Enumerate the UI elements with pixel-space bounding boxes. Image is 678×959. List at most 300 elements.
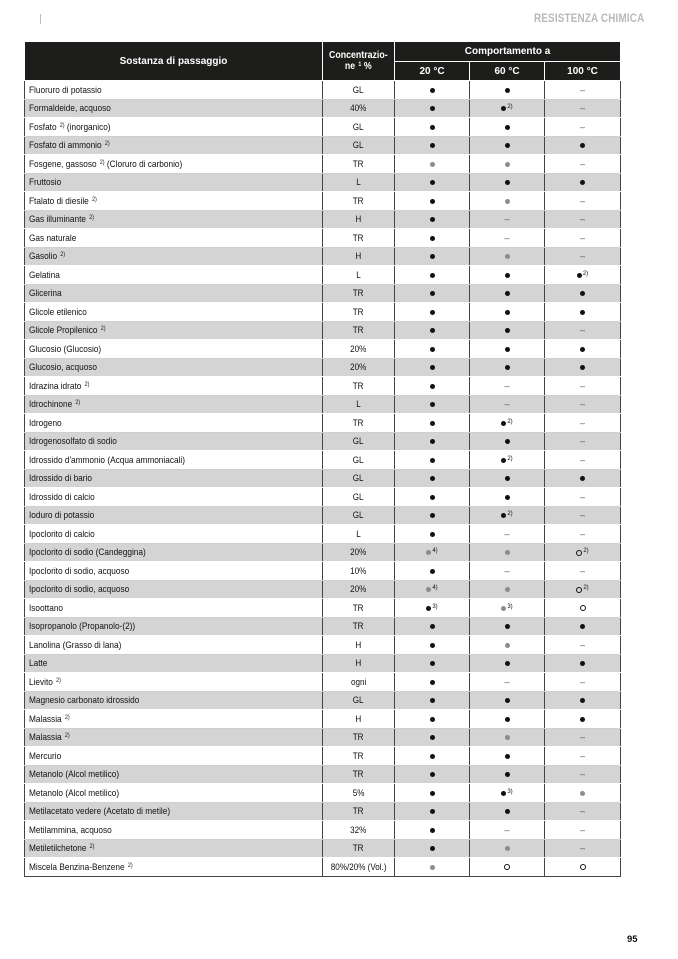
resistant-dot-icon	[501, 513, 506, 518]
rating-cell-60c	[470, 321, 545, 340]
rating-cell-100c	[545, 710, 621, 729]
limited-resistance-dot-icon	[505, 846, 510, 851]
limited-resistance-dot-icon	[501, 606, 506, 611]
concentration-cell	[323, 321, 395, 340]
resistant-dot-icon	[505, 180, 510, 185]
resistant-dot-icon	[505, 661, 510, 666]
table-row	[25, 136, 621, 155]
concentration-cell	[323, 839, 395, 858]
resistant-dot-icon	[580, 180, 585, 185]
not-resistant-dash: –	[580, 565, 586, 576]
concentration-cell	[323, 451, 395, 470]
rating-cell-20c	[395, 321, 470, 340]
table-row	[25, 525, 621, 544]
rating-cell-100c	[545, 802, 621, 821]
substance-name: Magnesio carbonato idrossido	[29, 695, 140, 706]
concentration-value: L	[356, 399, 361, 410]
table-row	[25, 673, 621, 692]
table-row	[25, 821, 621, 840]
not-resistant-dash: –	[580, 491, 586, 502]
rating-cell-20c	[395, 747, 470, 766]
rating-cell-20c	[395, 636, 470, 655]
concentration-cell	[323, 691, 395, 710]
substance-name: Fosfato	[29, 121, 57, 132]
concentration-cell	[323, 654, 395, 673]
table-row	[25, 173, 621, 192]
resistant-dot-icon	[505, 143, 510, 148]
rating-cell-100c	[545, 617, 621, 636]
table-row	[25, 340, 621, 359]
table-row	[25, 377, 621, 396]
resistant-dot-icon	[430, 772, 435, 777]
resistant-dot-icon	[430, 310, 435, 315]
rating-cell-20c	[395, 784, 470, 803]
table-row	[25, 358, 621, 377]
resistant-dot-icon	[505, 347, 510, 352]
rating-cell-100c	[545, 728, 621, 747]
substance-footnote: 2)	[99, 159, 105, 166]
rating-cell-100c	[545, 395, 621, 414]
rating-cell-20c	[395, 691, 470, 710]
rating-cell-60c	[470, 136, 545, 155]
rating-cell-100c	[545, 247, 621, 266]
concentration-value: ogni	[350, 676, 367, 687]
not-resistant-dash: –	[580, 84, 586, 95]
resistant-dot-icon	[430, 532, 435, 537]
concentration-value: GL	[353, 695, 364, 706]
resistant-dot-icon	[430, 402, 435, 407]
resistant-dot-icon	[430, 291, 435, 296]
table-row	[25, 654, 621, 673]
substance-name: Gasolio	[29, 251, 58, 262]
table-row	[25, 266, 621, 285]
chemical-resistance-table	[24, 41, 621, 877]
table-row	[25, 784, 621, 803]
resistant-dot-icon	[505, 310, 510, 315]
concentration-cell	[323, 580, 395, 599]
rating-cell-20c	[395, 599, 470, 618]
not-recommended-circle-icon	[580, 605, 586, 611]
page-header-title: RESISTENZA CHIMICA	[533, 13, 644, 25]
resistant-dot-icon	[505, 772, 510, 777]
rating-cell-100c	[545, 858, 621, 877]
not-resistant-dash: –	[580, 824, 586, 835]
limited-resistance-dot-icon	[505, 735, 510, 740]
rating-cell-60c	[470, 358, 545, 377]
concentration-cell	[323, 599, 395, 618]
resistant-dot-icon	[430, 754, 435, 759]
concentration-cell	[323, 210, 395, 229]
concentration-value: 20%	[350, 343, 367, 354]
rating-cell-60c	[470, 284, 545, 303]
rating-cell-100c	[545, 210, 621, 229]
rating-cell-100c	[545, 784, 621, 803]
limited-resistance-dot-icon	[426, 550, 431, 555]
not-resistant-dash: –	[580, 195, 586, 206]
table-row	[25, 284, 621, 303]
not-resistant-dash: –	[580, 769, 586, 780]
rating-cell-100c	[545, 303, 621, 322]
rating-cell-60c	[470, 118, 545, 137]
concentration-cell	[323, 340, 395, 359]
concentration-cell	[323, 525, 395, 544]
substance-cell	[25, 395, 323, 414]
not-resistant-dash: –	[504, 232, 510, 243]
concentration-value: 20%	[350, 584, 367, 595]
rating-cell-60c	[470, 821, 545, 840]
resistant-dot-icon	[430, 624, 435, 629]
substance-footnote: 2)	[84, 381, 90, 388]
limited-resistance-dot-icon	[505, 550, 510, 555]
table-row	[25, 229, 621, 248]
not-resistant-dash: –	[504, 214, 510, 225]
resistant-dot-icon	[430, 569, 435, 574]
not-resistant-dash: –	[504, 824, 510, 835]
resistant-dot-icon	[505, 717, 510, 722]
rating-footnote: 3)	[507, 603, 513, 610]
concentration-value: 80%/20% (Vol.)	[330, 861, 387, 872]
concentration-value: H	[355, 713, 362, 724]
resistant-dot-icon	[430, 643, 435, 648]
rating-cell-60c	[470, 451, 545, 470]
table-row	[25, 469, 621, 488]
substance-name: Metanolo (Alcol metilico)	[29, 787, 120, 798]
rating-cell-100c	[545, 469, 621, 488]
resistant-dot-icon	[430, 809, 435, 814]
limited-resistance-dot-icon	[580, 791, 585, 796]
substance-footnote: 2)	[64, 733, 70, 740]
substance-cell	[25, 784, 323, 803]
rating-cell-100c	[545, 377, 621, 396]
rating-cell-20c	[395, 617, 470, 636]
not-resistant-dash: –	[504, 565, 510, 576]
not-resistant-dash: –	[580, 510, 586, 521]
concentration-cell	[323, 821, 395, 840]
concentration-value: 40%	[350, 103, 367, 114]
rating-cell-60c	[470, 747, 545, 766]
concentration-value: 20%	[350, 547, 367, 558]
not-resistant-dash: –	[580, 750, 586, 761]
column-header-60c: 60 °C	[470, 62, 545, 81]
not-resistant-dash: –	[580, 325, 586, 336]
rating-cell-20c	[395, 266, 470, 285]
table-row	[25, 839, 621, 858]
concentration-cell	[323, 784, 395, 803]
concentration-value: TR	[353, 380, 364, 391]
rating-cell-100c	[545, 691, 621, 710]
substance-name: Lievito	[29, 676, 53, 687]
table-row	[25, 414, 621, 433]
substance-name: Gas naturale	[29, 232, 77, 243]
rating-cell-100c	[545, 599, 621, 618]
substance-name: Fosgene, gassoso	[29, 158, 97, 169]
substance-name: Latte	[29, 658, 48, 669]
rating-cell-60c	[470, 340, 545, 359]
substance-name: Gas illuminante	[29, 214, 86, 225]
concentration-cell	[323, 395, 395, 414]
concentration-value: L	[356, 177, 361, 188]
rating-cell-60c	[470, 210, 545, 229]
concentration-value: TR	[353, 325, 364, 336]
rating-cell-100c	[545, 99, 621, 118]
substance-cell	[25, 192, 323, 211]
resistant-dot-icon	[430, 365, 435, 370]
concentration-value: TR	[353, 417, 364, 428]
not-resistant-dash: –	[580, 454, 586, 465]
resistant-dot-icon	[501, 421, 506, 426]
rating-cell-60c	[470, 488, 545, 507]
rating-cell-60c	[470, 247, 545, 266]
substance-name: Ipoclorito di sodio (Candeggina)	[29, 547, 146, 558]
substance-cell	[25, 747, 323, 766]
concentration-value: GL	[353, 121, 364, 132]
substance-cell	[25, 247, 323, 266]
substance-name: Glicole etilenico	[29, 306, 87, 317]
substance-name: Glicerina	[29, 288, 62, 299]
rating-cell-60c	[470, 525, 545, 544]
substance-cell	[25, 488, 323, 507]
concentration-cell	[323, 99, 395, 118]
concentration-header-footnote: 1	[358, 62, 362, 68]
table-row	[25, 747, 621, 766]
substance-cell	[25, 506, 323, 525]
substance-cell	[25, 654, 323, 673]
substance-name: Idrossido di calcio	[29, 491, 95, 502]
not-resistant-dash: –	[504, 399, 510, 410]
substance-name: Idrochinone	[29, 399, 73, 410]
rating-cell-20c	[395, 488, 470, 507]
not-resistant-dash: –	[580, 843, 586, 854]
resistant-dot-icon	[430, 735, 435, 740]
substance-name: Ioduro di potassio	[29, 510, 95, 521]
substance-name: Mercurio	[29, 750, 62, 761]
rating-cell-20c	[395, 580, 470, 599]
rating-footnote: 3)	[507, 788, 513, 795]
not-resistant-dash: –	[504, 528, 510, 539]
rating-cell-60c	[470, 654, 545, 673]
substance-footnote: 2)	[89, 844, 95, 851]
table-row	[25, 599, 621, 618]
rating-cell-60c	[470, 710, 545, 729]
rating-cell-60c	[470, 599, 545, 618]
rating-cell-20c	[395, 543, 470, 562]
table-row	[25, 580, 621, 599]
column-header-substance: Sostanza di passaggio	[25, 42, 323, 81]
rating-cell-20c	[395, 673, 470, 692]
concentration-cell	[323, 136, 395, 155]
concentration-cell	[323, 377, 395, 396]
resistant-dot-icon	[430, 236, 435, 241]
substance-name: Ipoclorito di sodio, acquoso	[29, 565, 130, 576]
resistant-dot-icon	[430, 217, 435, 222]
substance-cell	[25, 377, 323, 396]
rating-cell-100c	[545, 340, 621, 359]
substance-cell	[25, 414, 323, 433]
table-row	[25, 543, 621, 562]
substance-cell	[25, 340, 323, 359]
concentration-value: TR	[353, 806, 364, 817]
table-row	[25, 321, 621, 340]
table-row	[25, 802, 621, 821]
concentration-cell	[323, 247, 395, 266]
concentration-value: H	[355, 639, 362, 650]
resistant-dot-icon	[505, 273, 510, 278]
concentration-cell	[323, 765, 395, 784]
substance-footnote: 2)	[60, 252, 66, 259]
substance-cell	[25, 451, 323, 470]
rating-cell-100c	[545, 673, 621, 692]
table-row	[25, 303, 621, 322]
table-row	[25, 81, 621, 100]
table-row	[25, 617, 621, 636]
table-row	[25, 691, 621, 710]
table-row	[25, 562, 621, 581]
concentration-value: 10%	[350, 565, 367, 576]
rating-cell-100c	[545, 765, 621, 784]
resistant-dot-icon	[430, 458, 435, 463]
resistant-dot-icon	[505, 476, 510, 481]
rating-cell-100c	[545, 173, 621, 192]
resistant-dot-icon	[430, 106, 435, 111]
rating-cell-60c	[470, 858, 545, 877]
concentration-value: GL	[353, 436, 364, 447]
not-resistant-dash: –	[580, 806, 586, 817]
table-row	[25, 636, 621, 655]
substance-cell	[25, 303, 323, 322]
substance-name: Malassia	[29, 713, 62, 724]
rating-cell-60c	[470, 673, 545, 692]
table-row	[25, 432, 621, 451]
limited-resistance-dot-icon	[505, 587, 510, 592]
substance-name: Fosfato di ammonio	[29, 140, 102, 151]
substance-name: Isoottano	[29, 602, 64, 613]
rating-cell-20c	[395, 192, 470, 211]
rating-cell-20c	[395, 118, 470, 137]
resistant-dot-icon	[430, 680, 435, 685]
concentration-cell	[323, 858, 395, 877]
substance-name: Glucosio, acquoso	[29, 362, 98, 373]
rating-cell-20c	[395, 451, 470, 470]
resistant-dot-icon	[501, 791, 506, 796]
concentration-value: TR	[353, 769, 364, 780]
not-resistant-dash: –	[580, 158, 586, 169]
substance-cell	[25, 673, 323, 692]
concentration-value: TR	[353, 158, 364, 169]
resistant-dot-icon	[430, 88, 435, 93]
substance-cell	[25, 580, 323, 599]
resistant-dot-icon	[430, 347, 435, 352]
rating-cell-100c	[545, 821, 621, 840]
rating-cell-60c	[470, 580, 545, 599]
concentration-cell	[323, 155, 395, 174]
resistant-dot-icon	[505, 698, 510, 703]
page-number: 95	[627, 934, 638, 945]
rating-cell-20c	[395, 469, 470, 488]
column-header-100c: 100 °C	[545, 62, 621, 81]
rating-cell-100c	[545, 562, 621, 581]
rating-cell-60c	[470, 802, 545, 821]
concentration-value: TR	[353, 288, 364, 299]
rating-cell-60c	[470, 99, 545, 118]
concentration-value: L	[356, 528, 361, 539]
rating-cell-20c	[395, 303, 470, 322]
table-row	[25, 210, 621, 229]
substance-cell	[25, 229, 323, 248]
concentration-value: TR	[353, 750, 364, 761]
substance-cell	[25, 765, 323, 784]
rating-footnote: 2)	[582, 270, 589, 277]
resistant-dot-icon	[505, 125, 510, 130]
rating-cell-100c	[545, 432, 621, 451]
resistant-dot-icon	[505, 495, 510, 500]
rating-cell-100c	[545, 506, 621, 525]
rating-cell-100c	[545, 839, 621, 858]
rating-cell-20c	[395, 247, 470, 266]
rating-cell-60c	[470, 784, 545, 803]
rating-footnote: 4)	[432, 548, 438, 555]
rating-cell-20c	[395, 654, 470, 673]
concentration-cell	[323, 617, 395, 636]
rating-cell-20c	[395, 284, 470, 303]
concentration-value: L	[356, 269, 361, 280]
resistant-dot-icon	[505, 754, 510, 759]
resistant-dot-icon	[505, 365, 510, 370]
rating-cell-20c	[395, 506, 470, 525]
substance-cell	[25, 821, 323, 840]
rating-cell-60c	[470, 395, 545, 414]
concentration-cell	[323, 284, 395, 303]
rating-cell-20c	[395, 525, 470, 544]
substance-cell	[25, 617, 323, 636]
rating-cell-60c	[470, 81, 545, 100]
substance-cell	[25, 839, 323, 858]
substance-name: Miscela Benzina-Benzene	[29, 861, 125, 872]
not-resistant-dash: –	[580, 232, 586, 243]
resistant-dot-icon	[580, 698, 585, 703]
concentration-cell	[323, 710, 395, 729]
rating-cell-100c	[545, 81, 621, 100]
rating-cell-20c	[395, 858, 470, 877]
table-row	[25, 99, 621, 118]
concentration-value: TR	[353, 232, 364, 243]
rating-cell-60c	[470, 432, 545, 451]
limited-resistance-dot-icon	[426, 587, 431, 592]
substance-name: Idrossido di bario	[29, 473, 92, 484]
substance-cell	[25, 599, 323, 618]
substance-cell	[25, 155, 323, 174]
rating-cell-60c	[470, 469, 545, 488]
rating-cell-100c	[545, 580, 621, 599]
resistant-dot-icon	[505, 291, 510, 296]
rating-cell-100c	[545, 284, 621, 303]
resistant-dot-icon	[501, 106, 506, 111]
rating-cell-60c	[470, 506, 545, 525]
substance-cell	[25, 710, 323, 729]
substance-name: Lanolina (Grasso di lana)	[29, 639, 122, 650]
rating-footnote: 2)	[507, 511, 513, 518]
substance-cell	[25, 562, 323, 581]
rating-cell-60c	[470, 229, 545, 248]
concentration-value: GL	[353, 510, 364, 521]
substance-name: Gelatina	[29, 269, 60, 280]
substance-footnote: 2)	[127, 862, 133, 869]
concentration-value: TR	[353, 621, 364, 632]
substance-name: Ipoclorito di sodio, acquoso	[29, 584, 130, 595]
rating-cell-60c	[470, 377, 545, 396]
rating-footnote: 2)	[583, 548, 589, 555]
rating-cell-100c	[545, 451, 621, 470]
substance-name: Fruttosio	[29, 177, 62, 188]
